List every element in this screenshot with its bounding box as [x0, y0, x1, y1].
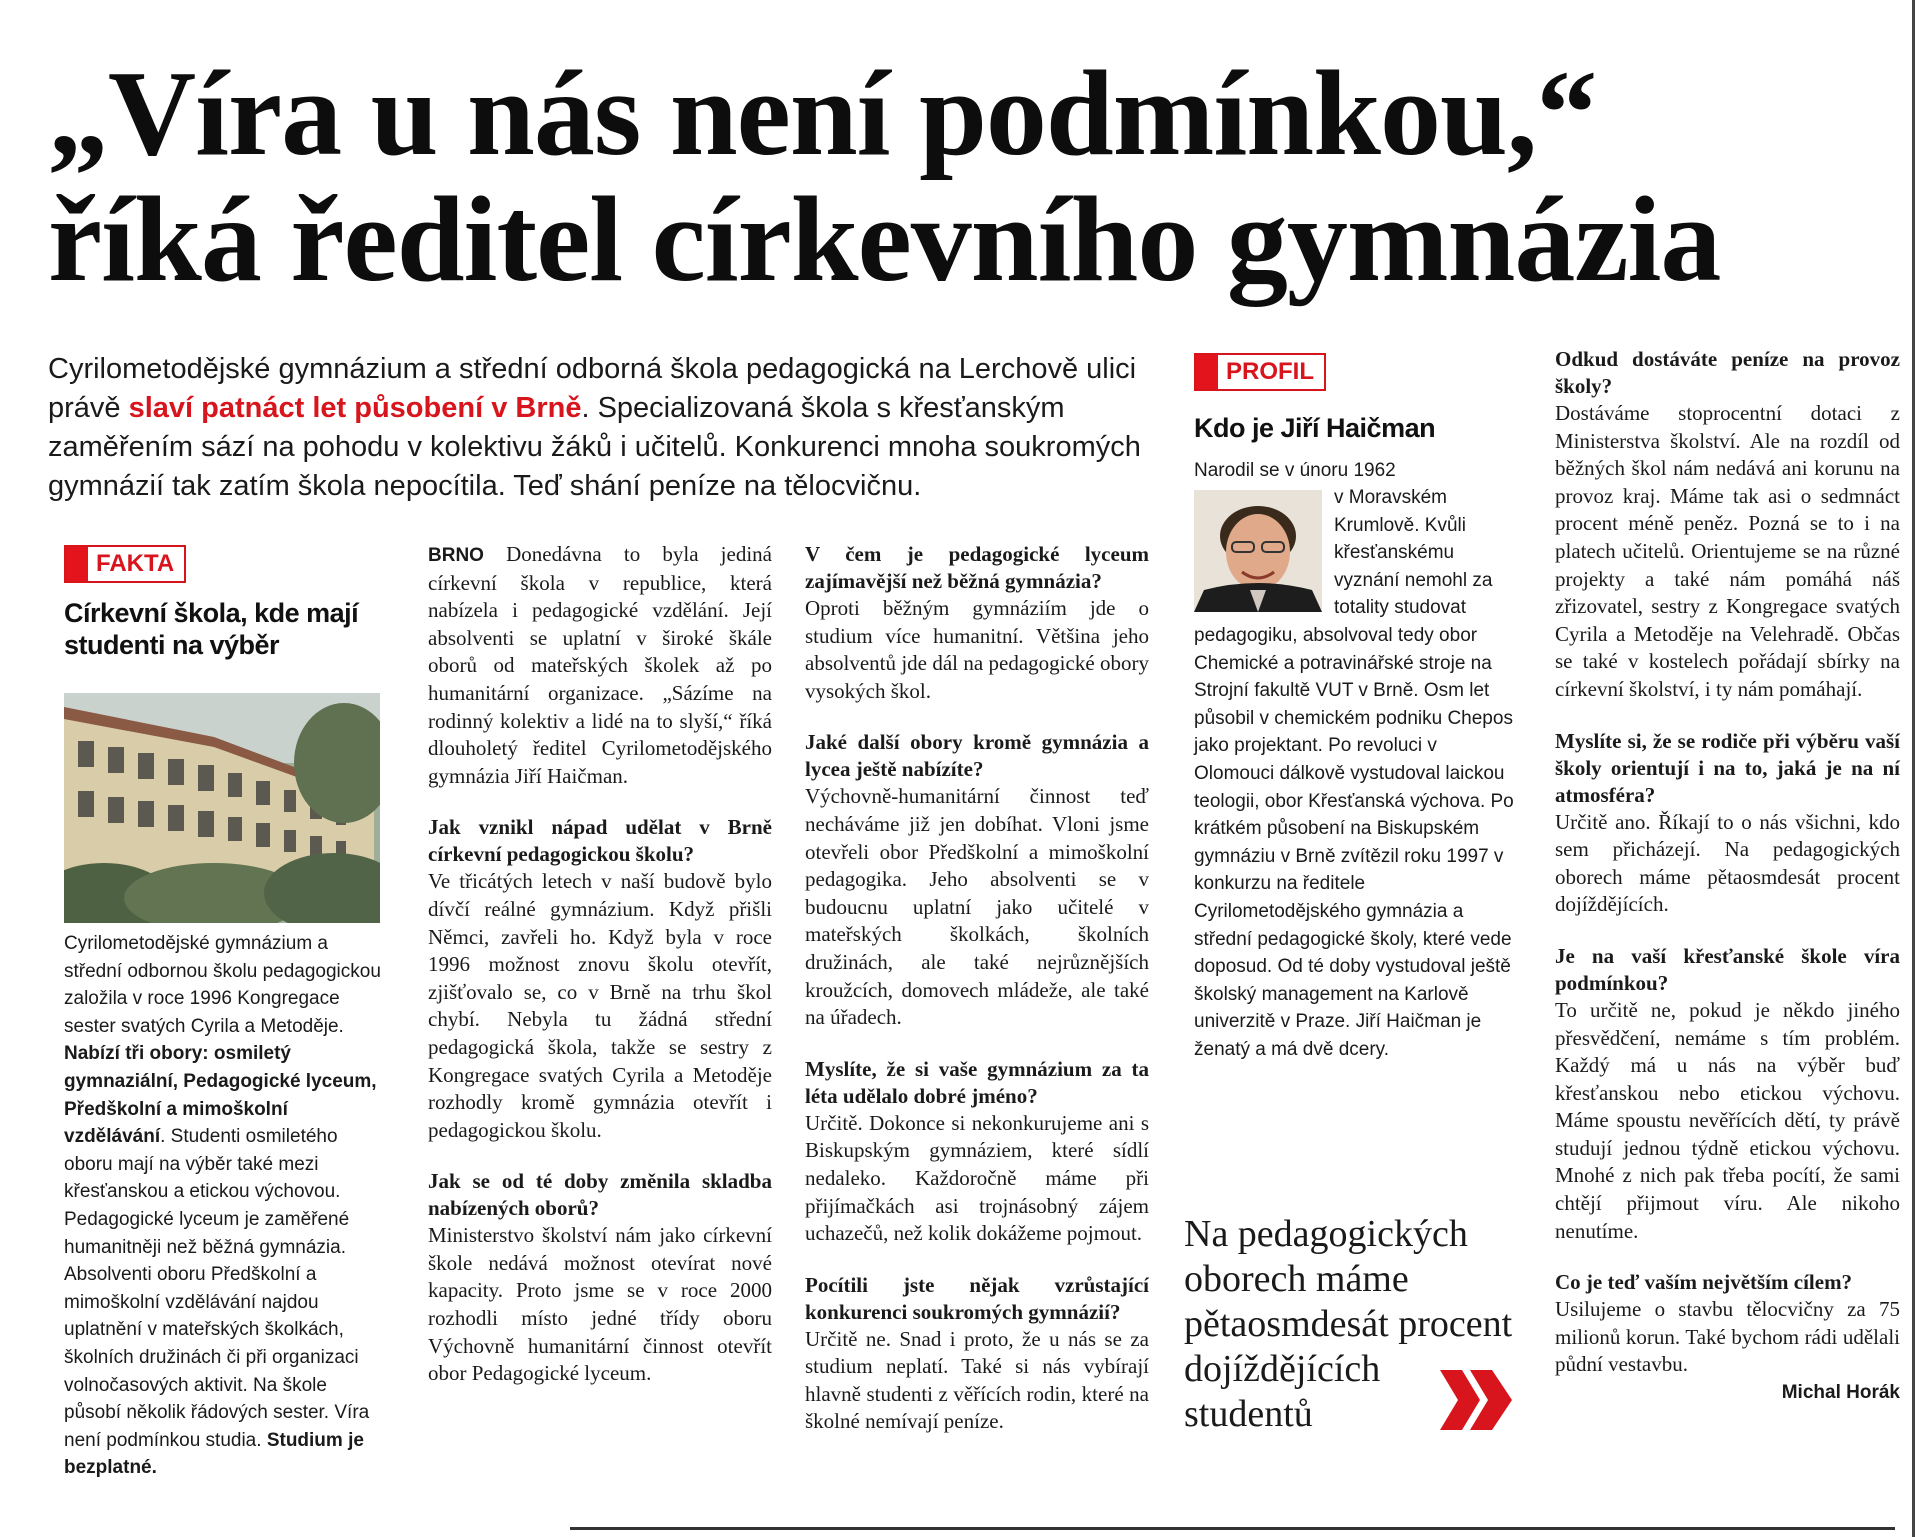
lead-paragraph — [48, 350, 1148, 506]
fakta-title: Církevní škola, kde mají studenti na výběr — [64, 598, 359, 660]
right-edge-rule — [1912, 0, 1915, 1537]
fakta-caption-bold: Nabízí tři obory: osmiletý gymnaziální, Pedagogické lyceum, Předškolní a mimoškolní vzdělávání — [64, 1043, 377, 1148]
fakta-caption-end: Studium je bezplatné. — [64, 1429, 364, 1479]
profil-beside-photo: v Moravském Krumlově. Kvůli křesťanskému vyznání nemohl za totality studovat — [1334, 487, 1493, 619]
fakta-caption-rest: . Studenti osmiletého oboru mají na výběr také mezi křesťanskou a etickou výchovou. Pedagogické lyceum je zaměřené humanitněji než běžná gymnázia. Absolventi oboru Předškolní a mimoškolní vzdělávání najdou uplatnění v mateřských školkách, školních družinách či při organizaci volnočasových aktivit. Na škole působí několik řádových sester. Víra není podmínkou studia. — [64, 1126, 370, 1451]
portrait-illustration — [1194, 490, 1322, 612]
question-10: Co je teď vaším největším cílem? — [1555, 1270, 1853, 1295]
question-6: Pocítili jste nějak vzrůstající konkurenci soukromých gymnázií? — [805, 1272, 1149, 1324]
fakta-caption-intro: Cyrilometodějské gymnázium a střední odbornou školu pedagogickou založila v roce 1996 Kongregace sester svatých Cyrila a Metoděje. — [64, 933, 381, 1037]
fakta-caption — [64, 930, 382, 1482]
profil-tag-square — [1196, 355, 1218, 389]
lead-highlight: slaví patnáct let působení v Brně — [128, 392, 582, 424]
answer-2: Ministerstvo školství nám jako církevní škole nedává možnost otevírat nové kapacity. Proto jsme se v roce 2000 rozhodli místo jedné třídy oboru Výchovně humanitární činnost otevřít obor Pedagogické lyceum. — [428, 1223, 772, 1386]
double-chevron-icon — [1440, 1370, 1515, 1430]
article-column-3 — [805, 541, 1149, 1436]
article-column-5 — [1555, 346, 1900, 1407]
answer-4: Výchovně-humanitární činnost teď necháváme již jen dobíhat. Vloni jsme otevřeli obor Předškolní a mimoškolní pedagogika. Jeho absolventi se v budoucnu uplatní jako učitelé v mateřských školkách, školních družinách, ale také nejrůznějších kroužcích, domovech mládeže, ale také na úřadech. — [805, 784, 1149, 1030]
bottom-rule — [570, 1527, 1895, 1530]
author-signature: Michal Horák — [1781, 1382, 1900, 1404]
question-4: Jaké další obory kromě gymnázia a lycea ještě nabízíte? — [805, 730, 1149, 782]
fakta-tag-square — [66, 547, 88, 581]
school-building-illustration — [64, 693, 380, 923]
answer-8: Určitě ano. Říkají to o nás všichni, kdo sem přicházejí. Na pedagogických oborech máme pětaosmdesát procent dojíždějících. — [1555, 809, 1900, 917]
profil-tag-label: PROFIL — [1226, 358, 1314, 385]
article-column-2 — [428, 541, 772, 1388]
intro-text: Donedávna to byla jediná církevní škola v republice, která nabízela i pedagogické vzdělání. Její absolventi se uplatní v široké škále oborů od mateřských školek až po humanitární organizace. „Sázíme na rodinný kolektiv a lidé na to slyší,“ říká dlouholetý ředitel Cyrilometodějského gymnázia Jiří Haičman. — [428, 542, 772, 788]
question-8: Myslíte si, že se rodiče při výběru vaší školy orientují i na to, jaká je na ní atmosféra? — [1555, 728, 1900, 807]
answer-9: To určitě ne, pokud je někdo jiného přesvědčení, nemáme s tím problém. Každý má u nás na výběr buď křesťanskou nebo etickou výchovu. Máme spoustu nevěřících dětí, ty právě studují jednou týdně etickou výchovu. Mnohé z nich pak třeba pocítí, že sami chtějí přijmout víru. Ale nikoho nenutíme. — [1555, 997, 1900, 1243]
answer-5: Určitě. Dokonce si nekonkurujeme ani s Biskupským gymnáziem, které sídlí nedaleko. Každoročně máme při přijímačkách asi trojnásobný zájem uchazečů, než kolik dokážeme pojmout. — [805, 1110, 1149, 1246]
answer-10: Usilujeme o stavbu tělocvičny za 75 milionů korun. Také bychom rádi udělali půdní vestavbu. — [1555, 1297, 1900, 1377]
article-intro — [428, 541, 772, 790]
answer-3: Oproti běžným gymnáziím jde o studium více humanitní. Většina jeho absolventů jde dál na pedagogické obory vysokých škol. — [805, 596, 1149, 703]
question-9: Je na vaší křesťanské škole víra podmínkou? — [1555, 943, 1900, 995]
question-5: Myslíte, že si vaše gymnázium za ta léta udělalo dobré jméno? — [805, 1056, 1149, 1108]
pull-quote: Na pedagogických oborech máme pětaosmdesát procent dojíždějících studentů — [1184, 1213, 1513, 1435]
lead-text-end: . Specializovaná škola s křesťanským zaměřením sází na pohodu v kolektivu žáků i učitelů. Konkurenci mnoha soukromých gymnázií tak zatím škola nepocítila. Teď shání peníze na tělocvičnu. — [48, 392, 1141, 502]
profil-tag — [1194, 353, 1326, 391]
question-3: V čem je pedagogické lyceum zajímavější než běžná gymnázia? — [805, 542, 1149, 593]
fakta-tag-label: FAKTA — [96, 550, 175, 577]
lead-text-start: Cyrilometodějské gymnázium a střední odborná škola pedagogická na Lerchově ulici právě — [48, 353, 1137, 424]
question-1: Jak vznikl nápad udělat v Brně církevní pedagogickou školu? — [428, 815, 772, 867]
question-7: Odkud dostáváte peníze na provoz školy? — [1555, 347, 1900, 398]
fakta-tag — [64, 545, 186, 583]
answer-6: Určitě ne. Snad i proto, že u nás se za studium neplatí. Také si nás vybírají hlavně studenti z věřících rodin, které na školné nemívají peníze. — [805, 1326, 1149, 1434]
dateline: BRNO — [428, 545, 484, 566]
question-2: Jak se od té doby změnila skladba nabízených oborů? — [428, 1169, 772, 1221]
profil-title: Kdo je Jiří Haičman — [1194, 413, 1436, 443]
profil-text: pedagogiku, absolvoval tedy obor Chemické a potravinářské stroje na Strojní fakultě VUT v Brně. Osm let působil v chemickém podniku Chepos jako projektant. Po revoluci v Olomouci dálkově vystudoval laickou teologii, obor Křesťanská výchova. Po krátkém působení na Biskupském gymnáziu v Brně zvítězil roku 1997 v konkurzu na ředitele Cyrilometodějského gymnázia a střední pedagogické školy, které vede doposud. Od té doby vystudoval ještě školský management na Karlově univerzitě v Praze. Jiří Haičman je ženatý a má dvě dcery. — [1194, 625, 1514, 1060]
headline-line-1: „Víra u nás není podmínkou,“ — [48, 46, 1597, 181]
answer-1: Ve třicátých letech v naší budově bylo dívčí reálné gymnázium. Když přišli Němci, zavřeli ho. Když byla v roce 1996 možnost znovu školu otevřít, zjišťovalo se, co v Brně na trhu škol chybí. Nebyla tu žádná střední pedagogická škola, takže se sestry z Kongregace svatých Cyrila a Metoděje rozhodly kromě gymnázia otevřít i pedagogickou školu. — [428, 869, 772, 1142]
answer-7: Dostáváme stoprocentní dotaci z Ministerstva školství. Ale na rozdíl od běžných škol nám nedává ani korunu na provoz kraj. Máme tak asi o sedmnáct procent méně peněz. Pozná se to i na platech učitelů. Orientujeme se na různé projekty a také nám pomáhá náš zřizovatel, sestry z Kongregace svatých Cyrila a Metoděje na Velehradě. Občas se také v kostelech pořádají sbírky na církevní školství, i ty nám pomáhají. — [1555, 401, 1900, 701]
school-building-photo — [64, 693, 380, 923]
portrait-photo — [1194, 490, 1322, 612]
headline-line-2: říká ředitel církevního gymnázia — [48, 172, 1721, 307]
profil-line-1: Narodil se v únoru 1962 — [1194, 460, 1396, 481]
